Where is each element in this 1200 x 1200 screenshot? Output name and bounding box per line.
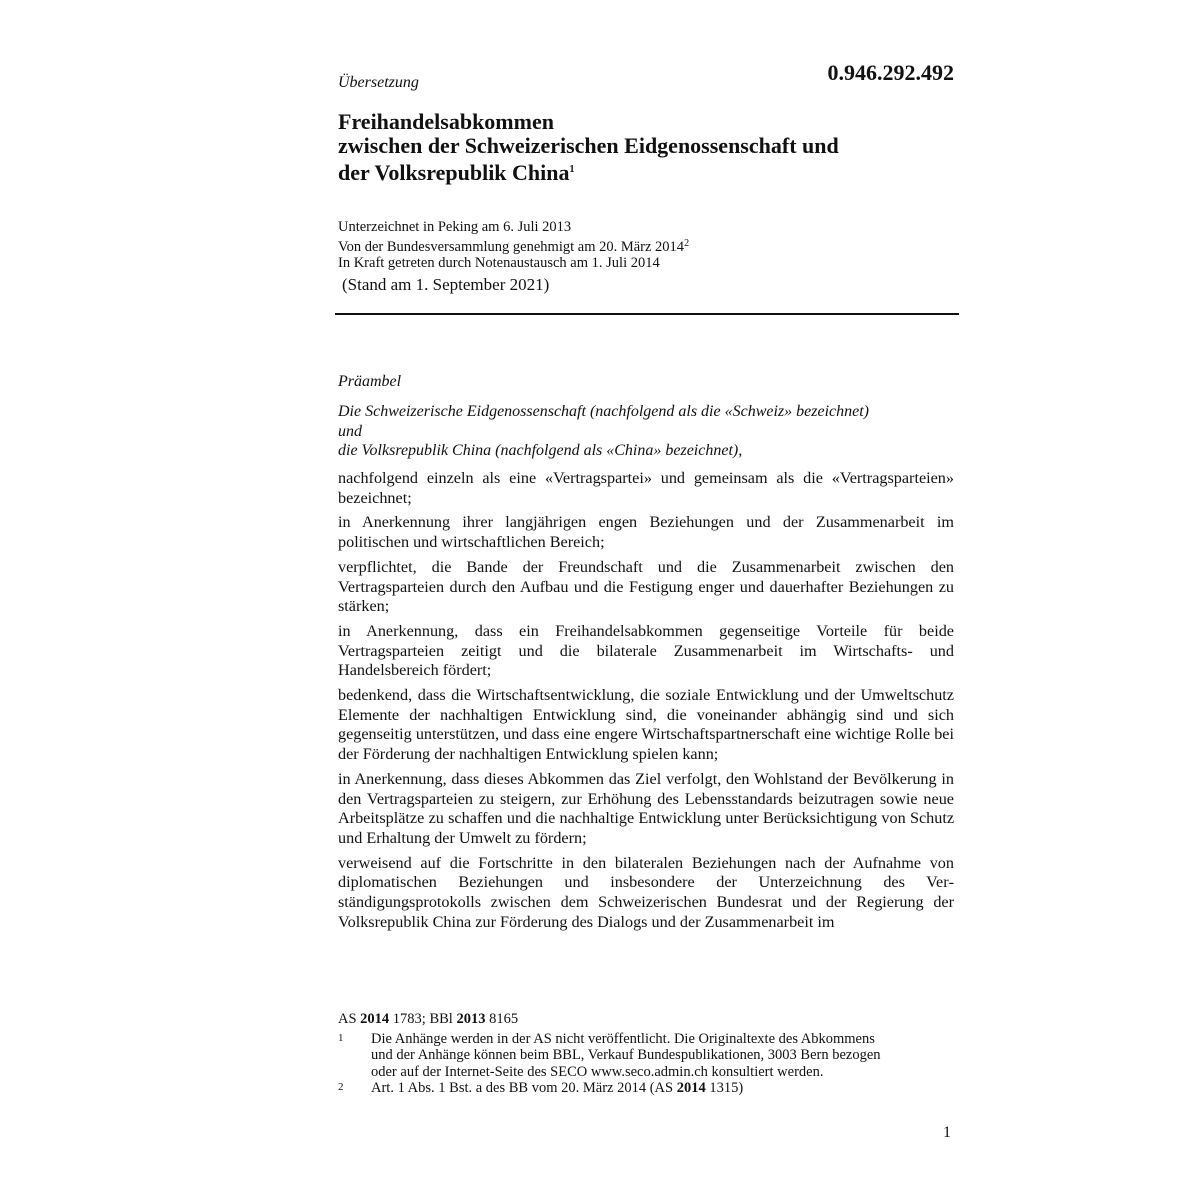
title-line-3-text: der Volksrepublik China xyxy=(338,160,570,185)
treaty-dates xyxy=(338,219,689,272)
in-force-date: In Kraft getreten durch Notenaustausch am 1. Juli 2014 xyxy=(338,255,660,271)
footnote-1-line-3: oder auf der Internet-Seite des SECO www.seco.admin.ch konsultiert werden. xyxy=(371,1063,824,1080)
footnote-text xyxy=(371,1080,948,1097)
footnote-2-year: 2014 xyxy=(676,1080,706,1097)
ref-as-page: 1783; BBl xyxy=(392,1011,453,1027)
preamble-paragraph: verpflichtet, die Bande der Freundschaft und die Zusammenarbeit zwischen den Vertragsparteien durch den Aufbau und die Festigung enger und dauerhafter Beziehungen zu stärken; xyxy=(338,557,954,616)
preamble-paragraph: verweisend auf die Fortschritte in den bilateralen Beziehungen nach der Aufnahme von diplomatischen Beziehungen und insbesondere der Unterzeichnung des Verständigungsprotokolls zwischen dem Schweizerischen Bundesrat und der Regierung der Volksrepublik China zur Förderung des Dialogs und der Zusammenarbeit im xyxy=(338,853,954,931)
title-line-2: zwischen der Schweizerischen Eidgenossenschaft und xyxy=(338,133,839,158)
ref-prefix: AS xyxy=(338,1011,357,1027)
ref-as-year: 2014 xyxy=(360,1011,390,1027)
title-line-1: Freihandelsabkommen xyxy=(338,109,554,134)
footnote-number: 2 xyxy=(338,1081,344,1094)
title-footnote-link[interactable]: 1 xyxy=(569,164,575,175)
contracting-parties xyxy=(338,402,956,461)
preamble-paragraph: nachfolgend einzeln als eine «Vertragspartei» und gemeinsam als die «Vertragsparteien» bezeichnet; xyxy=(338,469,954,507)
footnote-1-line-2: und der Anhänge können beim BBL, Verkauf Bundespublikationen, 3003 Bern bezogen xyxy=(371,1047,881,1064)
party-switzerland: Die Schweizerische Eidgenossenschaft (nachfolgend als die «Schweiz» bezeichnet) xyxy=(338,403,869,420)
footnote-text xyxy=(371,1031,948,1081)
footnote-2-prefix: Art. 1 Abs. 1 Bst. a des BB vom 20. März 2014 (AS xyxy=(371,1080,674,1097)
party-china: die Volksrepublik China (nachfolgend als «China» bezeichnet), xyxy=(338,442,743,459)
page-number: 1 xyxy=(943,1124,951,1141)
preamble-paragraph: in Anerkennung ihrer langjährigen engen Beziehungen und der Zusammenarbeit im politischen und wirtschaftlichen Bereich; xyxy=(338,513,954,552)
party-conjunction: und xyxy=(338,422,362,440)
footnote-number: 1 xyxy=(338,1031,344,1044)
approved-date-text: Von der Bundesversammlung genehmigt am 20. März 2014 xyxy=(338,238,685,255)
footnotes xyxy=(338,1011,948,1097)
footnote-1-line-1: Die Anhänge werden in der AS nicht veröffentlicht. Die Originaltexte des Abkommens xyxy=(371,1030,875,1047)
sr-number: 0.946.292.492 xyxy=(827,60,954,85)
document-title xyxy=(338,110,938,185)
ref-bbl-page: 8165 xyxy=(489,1011,519,1027)
footnote-1 xyxy=(338,1031,948,1081)
preamble-body xyxy=(338,469,954,937)
approved-date xyxy=(338,236,689,256)
preamble-paragraph: in Anerkennung, dass dieses Abkommen das Ziel verfolgt, den Wohlstand der Bevölkerung in den Vertragsparteien zu steigern, zur Erhöhung des Lebensstandards beizutragen sowie neue Arbeitsplätze zu schaffen und die nachhaltige Entwicklung unter Berücksichtigung von Schutz und Erhaltung der Umwelt zu fördern; xyxy=(338,769,954,847)
footnote-2-suffix: 1315) xyxy=(709,1080,744,1097)
preamble-paragraph: bedenkend, dass die Wirtschaftsentwicklung, die soziale Entwicklung und der Umweltschutz Elemente der nachhaltigen Entwicklung sind, die voneinander abhängig sind und sich gegenseitig unterstützen, und dass eine engere Wirtschaftspartnerschaft eine wichtige Rolle bei der Förderung der nachhaltigen Entwicklung spielen kann; xyxy=(338,686,954,764)
header-divider xyxy=(335,313,959,315)
title-line-3 xyxy=(338,158,938,185)
signed-date: Unterzeichnet in Peking am 6. Juli 2013 xyxy=(338,219,572,235)
official-compilation-reference xyxy=(338,1011,948,1028)
approved-footnote-link[interactable]: 2 xyxy=(684,237,690,249)
footnote-2 xyxy=(338,1080,948,1097)
ref-bbl-year: 2013 xyxy=(456,1011,486,1027)
preamble-heading: Präambel xyxy=(338,373,402,390)
status-date: (Stand am 1. September 2021) xyxy=(342,275,550,294)
footnote-2-line-1 xyxy=(371,1080,948,1097)
translation-label: Übersetzung xyxy=(338,74,419,91)
preamble-paragraph: in Anerkennung, dass ein Freihandelsabkommen gegenseitige Vorteile für beide Vertragsparteien zeitigt und die bilaterale Zusammenarbeit im Wirtschafts- und Handelsbereich fördert; xyxy=(338,621,954,680)
